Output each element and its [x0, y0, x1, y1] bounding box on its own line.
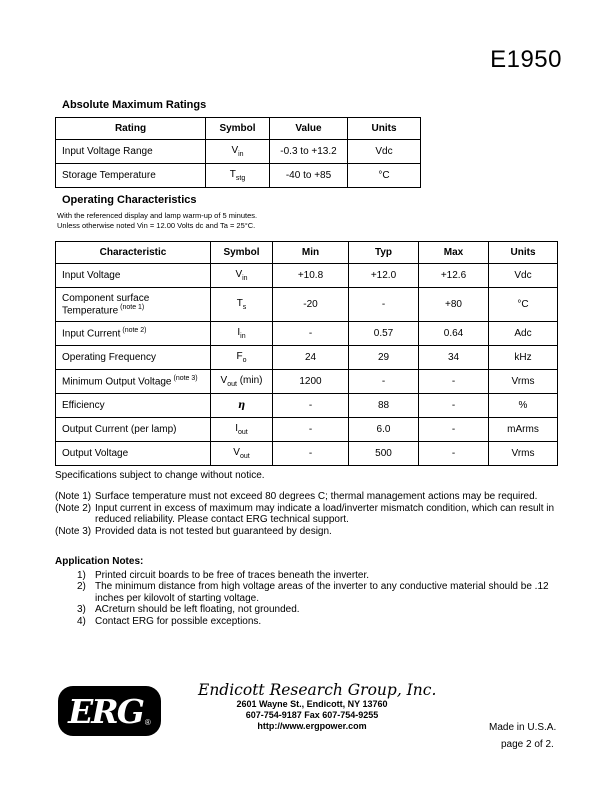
- company-name: Endicott Research Group, Inc.: [198, 681, 437, 699]
- item-text: Printed circuit boards to be free of traces beneath the inverter.: [95, 569, 370, 581]
- item-number: 4): [77, 615, 86, 627]
- units-cell: Vrms: [489, 370, 558, 394]
- symbol-cell: [211, 370, 273, 394]
- min-cell: 24: [273, 346, 349, 370]
- typ-cell: 6.0: [349, 418, 419, 442]
- item-number: 3): [77, 604, 86, 615]
- note-ref: (note 3): [173, 375, 198, 383]
- company-address: 2601 Wayne St., Endicott, NY 13760: [236, 699, 388, 709]
- item-text: The minimum distance from high voltage areas of the inverter to any conductive material should be .12 inches per kilovolt of starting voltage.: [95, 581, 549, 604]
- characteristic-cell: Operating Frequency: [56, 346, 211, 370]
- col-header-characteristic: Characteristic: [56, 242, 211, 264]
- symbol-sub: s: [242, 304, 247, 311]
- application-note-item: [77, 581, 560, 604]
- units-cell: %: [489, 394, 558, 418]
- table-row: [56, 418, 558, 442]
- note-item: [55, 526, 560, 538]
- application-notes-block: [55, 556, 560, 627]
- symbol-sub: in: [242, 275, 248, 282]
- typ-cell: -: [349, 370, 419, 394]
- characteristic-cell: Output Current (per lamp): [56, 418, 211, 442]
- max-cell: +12.6: [419, 264, 489, 288]
- units-cell: Vrms: [489, 442, 558, 466]
- typ-cell: 29: [349, 346, 419, 370]
- max-cell: -: [419, 394, 489, 418]
- min-cell: -: [273, 394, 349, 418]
- min-cell: -: [273, 418, 349, 442]
- abs-max-heading: Absolute Maximum Ratings: [62, 99, 207, 111]
- col-header-units: Units: [348, 118, 421, 140]
- table-row: [56, 442, 558, 466]
- condition-line: Unless otherwise noted Vin = 12.00 Volts dc and Ta = 25°C.: [57, 220, 256, 230]
- application-note-item: [77, 604, 560, 616]
- units-cell: °C: [489, 288, 558, 322]
- symbol-main: V: [220, 375, 228, 386]
- min-cell: 1200: [273, 370, 349, 394]
- units-cell: mArms: [489, 418, 558, 442]
- application-note-item: [77, 616, 560, 628]
- symbol-sub: in: [240, 333, 246, 340]
- table-row: [56, 140, 421, 164]
- table-row: [56, 288, 558, 322]
- max-cell: +80: [419, 288, 489, 322]
- op-char-header-row: [56, 242, 558, 264]
- value-cell: -40 to +85: [270, 164, 348, 188]
- note-item: [55, 503, 560, 526]
- symbol-cell: [206, 164, 270, 188]
- item-text: ACreturn should be left floating, not grounded.: [95, 604, 300, 615]
- characteristic-label: Minimum Output Voltage: [62, 376, 172, 388]
- table-row: [56, 264, 558, 288]
- characteristic-cell: [56, 322, 211, 346]
- characteristic-cell: Input Voltage: [56, 264, 211, 288]
- symbol-sub: stg: [235, 175, 246, 182]
- symbol-sub: o: [242, 357, 247, 364]
- symbol-cell: [211, 322, 273, 346]
- min-cell: +10.8: [273, 264, 349, 288]
- erg-logo: [58, 686, 161, 736]
- symbol-cell: [211, 418, 273, 442]
- symbol-main: I: [237, 327, 241, 338]
- units-cell: °C: [348, 164, 421, 188]
- company-phone: 607-754-9187 Fax 607-754-9255: [245, 710, 379, 720]
- typ-cell: +12.0: [349, 264, 419, 288]
- symbol-main: T: [229, 169, 236, 180]
- symbol-main: V: [231, 145, 239, 156]
- col-header-symbol: Symbol: [206, 118, 270, 140]
- registered-trademark-icon: ®: [144, 718, 151, 727]
- col-header-units: Units: [489, 242, 558, 264]
- table-row: [56, 346, 558, 370]
- symbol-cell: [211, 264, 273, 288]
- item-number: 2): [77, 581, 86, 592]
- company-info: [198, 681, 437, 732]
- max-cell: -: [419, 370, 489, 394]
- note-label: (Note 1): [55, 491, 92, 502]
- min-cell: -: [273, 442, 349, 466]
- typ-cell: 88: [349, 394, 419, 418]
- col-header-typ: Typ: [349, 242, 419, 264]
- symbol-cell: [206, 140, 270, 164]
- note-text: Input current in excess of maximum may indicate a load/inverter mismatch condition, which can result in reduced reliability. Please contact ERG technical support.: [95, 502, 555, 525]
- characteristic-cell: Output Voltage: [56, 442, 211, 466]
- max-cell: 34: [419, 346, 489, 370]
- max-cell: -: [419, 442, 489, 466]
- note-text: Surface temperature must not exceed 80 degrees C; thermal management actions may be required.: [95, 491, 538, 502]
- item-text: Contact ERG for possible exceptions.: [95, 615, 262, 627]
- typ-cell: -: [349, 288, 419, 322]
- note-text: Provided data is not tested but guaranteed by design.: [95, 525, 332, 537]
- col-header-max: Max: [419, 242, 489, 264]
- note-ref: (note 2): [122, 327, 147, 335]
- note-label: (Note 2): [55, 502, 92, 514]
- col-header-value: Value: [270, 118, 348, 140]
- part-number-title: E1950: [490, 46, 562, 73]
- company-website: http://www.ergpower.com: [257, 721, 367, 731]
- symbol-main: V: [233, 447, 240, 458]
- units-cell: Vdc: [348, 140, 421, 164]
- units-cell: kHz: [489, 346, 558, 370]
- notes-block: [55, 491, 560, 537]
- table-row: [56, 322, 558, 346]
- note-item: [55, 491, 560, 503]
- note-label: (Note 3): [55, 525, 92, 537]
- typ-cell: 500: [349, 442, 419, 466]
- max-cell: -: [419, 418, 489, 442]
- application-notes-heading: Application Notes:: [55, 556, 144, 567]
- units-cell: Adc: [489, 322, 558, 346]
- units-cell: Vdc: [489, 264, 558, 288]
- abs-max-header-row: [56, 118, 421, 140]
- made-in-label: Made in U.S.A.: [489, 722, 557, 733]
- symbol-sub: out: [239, 453, 250, 460]
- max-cell: 0.64: [419, 322, 489, 346]
- symbol-main: V: [235, 269, 243, 280]
- min-cell: -: [273, 322, 349, 346]
- table-row: [56, 164, 421, 188]
- eta-symbol: η: [237, 400, 246, 411]
- min-cell: -20: [273, 288, 349, 322]
- symbol-main: F: [236, 351, 243, 362]
- application-note-item: [77, 570, 560, 582]
- symbol-sub: in: [238, 151, 244, 158]
- op-char-table: [55, 241, 558, 466]
- characteristic-label: Component surface Temperature: [62, 292, 150, 317]
- test-conditions: [57, 211, 257, 230]
- col-header-symbol: Symbol: [211, 242, 273, 264]
- erg-logo-text: ERG: [68, 691, 143, 731]
- typ-cell: 0.57: [349, 322, 419, 346]
- symbol-suffix: (min): [236, 375, 263, 386]
- col-header-min: Min: [273, 242, 349, 264]
- condition-line: With the referenced display and lamp warm-up of 5 minutes.: [57, 211, 258, 220]
- note-ref: (note 1): [120, 303, 145, 311]
- rating-cell: Storage Temperature: [56, 164, 206, 188]
- table-row: [56, 394, 558, 418]
- symbol-cell: [211, 394, 273, 418]
- symbol-main: T: [236, 298, 243, 309]
- symbol-sub: out: [238, 429, 248, 436]
- abs-max-table: [55, 117, 421, 188]
- change-disclaimer: Specifications subject to change without notice.: [55, 470, 265, 481]
- symbol-cell: [211, 442, 273, 466]
- characteristic-cell: [56, 288, 211, 322]
- value-cell: -0.3 to +13.2: [270, 140, 348, 164]
- symbol-cell: [211, 346, 273, 370]
- op-char-heading: Operating Characteristics: [62, 194, 197, 206]
- page-number: page 2 of 2.: [501, 739, 554, 750]
- rating-cell: Input Voltage Range: [56, 140, 206, 164]
- col-header-rating: Rating: [56, 118, 206, 140]
- table-row: [56, 370, 558, 394]
- characteristic-label: Input Current: [62, 328, 121, 340]
- item-number: 1): [77, 569, 86, 581]
- characteristic-cell: [56, 370, 211, 394]
- symbol-sub: out: [227, 381, 237, 388]
- characteristic-cell: Efficiency: [56, 394, 211, 418]
- symbol-cell: [211, 288, 273, 322]
- symbol-main: I: [235, 423, 239, 434]
